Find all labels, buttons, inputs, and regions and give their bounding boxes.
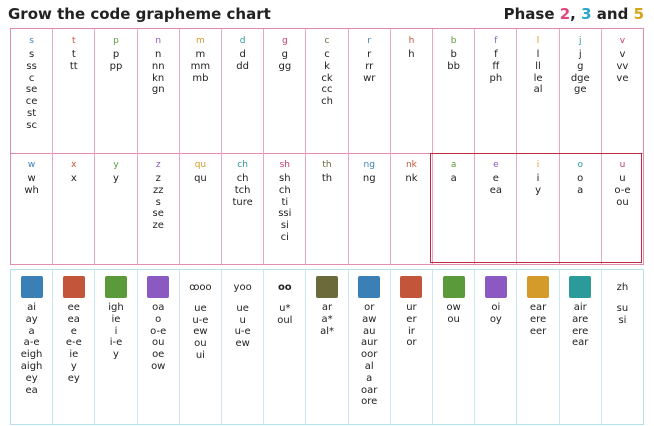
row3-column-4 [180, 270, 222, 424]
phase-2: 2 [559, 5, 571, 23]
row2-column-4 [180, 153, 222, 264]
grapheme: wh [24, 184, 39, 196]
grapheme: ie [69, 349, 79, 361]
grapheme: oe [152, 349, 165, 361]
row2-column-3 [138, 153, 180, 264]
grapheme: u* [279, 302, 291, 314]
grapheme: o-e [150, 325, 167, 337]
grapheme: ere [572, 325, 589, 337]
row1-column-7 [306, 29, 348, 153]
row2-column-1 [53, 153, 95, 264]
grapheme: a [28, 325, 35, 337]
grapheme: x [70, 173, 77, 184]
row1-column-6 [264, 29, 306, 153]
grapheme: dge [570, 72, 590, 84]
grapheme: aw [362, 313, 377, 325]
row3-column-13 [560, 270, 602, 424]
mnemonic-picture-icon [400, 276, 422, 298]
letter-picture-icon: n [155, 36, 162, 46]
grapheme: z [155, 173, 161, 184]
grapheme: v [619, 49, 626, 60]
grapheme: al [364, 360, 374, 372]
grapheme: bb [447, 60, 460, 72]
mnemonic-picture-icon [21, 276, 43, 298]
grapheme: ore [361, 396, 378, 408]
grapheme: ere [529, 313, 547, 325]
letter-picture-icon: l [536, 36, 540, 46]
grapheme: n [155, 49, 162, 60]
grapheme: ew [193, 326, 208, 338]
grapheme: ti [281, 196, 289, 208]
grapheme: ir [407, 325, 415, 337]
grapheme: th [321, 173, 333, 184]
mnemonic-picture-icon [358, 276, 380, 298]
row1-column-1 [53, 29, 95, 153]
grapheme: ui [195, 349, 205, 361]
grapheme: igh [108, 302, 124, 313]
letter-picture-icon: u [619, 160, 626, 170]
grapheme: ze [152, 220, 164, 232]
row3-column-5 [222, 270, 264, 424]
grapheme: ur [406, 302, 417, 313]
mnemonic-picture-icon [443, 276, 465, 298]
row3-column-9 [391, 270, 433, 424]
grapheme: ai [27, 302, 37, 313]
row3-column-12 [517, 270, 559, 424]
grapheme: gn [151, 84, 165, 96]
grapheme: y [70, 360, 77, 372]
letter-picture-icon: o [577, 160, 583, 170]
grapheme: ea [489, 184, 502, 196]
grapheme: a-e [23, 337, 40, 349]
grapheme: ch [278, 184, 291, 196]
grapheme: ch [236, 173, 249, 184]
grapheme: ea [67, 313, 80, 325]
grapheme: u [239, 314, 246, 326]
grapheme: si [618, 314, 627, 326]
letter-picture-icon: a [450, 160, 457, 170]
grapheme: ve [616, 72, 629, 84]
grapheme: i [536, 173, 540, 184]
grapheme-picture-label: zh [616, 282, 629, 293]
grapheme: e-e [65, 337, 82, 349]
grapheme: dd [236, 60, 249, 72]
grapheme: sc [26, 119, 37, 131]
grapheme: e [492, 173, 499, 184]
grapheme: au [362, 325, 376, 337]
grapheme: ci [280, 231, 289, 243]
grapheme: a [366, 372, 373, 384]
grapheme: r [367, 49, 372, 60]
grapheme: ck [321, 72, 333, 84]
grapheme: tch [234, 184, 251, 196]
grapheme: w [27, 173, 36, 184]
letter-picture-icon: p [113, 36, 119, 46]
phase-label [504, 5, 644, 23]
grapheme: ow [151, 360, 166, 372]
phase-prefix: Phase [503, 5, 555, 23]
row3-column-1 [53, 270, 95, 424]
letter-picture-icon: h [408, 36, 415, 46]
row3-column-6 [264, 270, 306, 424]
grapheme: ea [25, 384, 38, 396]
row3-column-3 [138, 270, 180, 424]
row1-column-14 [602, 29, 643, 153]
row3-column-10 [433, 270, 475, 424]
grapheme: h [408, 49, 415, 60]
letter-picture-icon: m [196, 36, 205, 46]
grapheme: al [533, 84, 543, 96]
phase-5: 5 [633, 5, 644, 23]
grapheme: ff [492, 60, 500, 72]
grapheme: zz [152, 184, 164, 196]
row3-column-2 [95, 270, 137, 424]
grapheme: pp [109, 60, 123, 72]
grapheme: aur [360, 337, 378, 349]
row1-column-0 [11, 29, 53, 153]
grapheme: qu [194, 173, 207, 184]
grapheme: a* [321, 313, 333, 325]
grapheme-picture-label: oo [277, 282, 292, 293]
grapheme: i [114, 325, 118, 337]
grapheme: nk [405, 173, 418, 184]
letter-picture-icon: th [322, 160, 332, 170]
row2-column-2 [95, 153, 137, 264]
mnemonic-picture-icon [527, 276, 549, 298]
grapheme: mm [190, 60, 211, 72]
grapheme: a [577, 184, 584, 196]
grapheme: c [28, 72, 35, 84]
grapheme: se [25, 84, 38, 96]
grapheme: ow [446, 302, 461, 313]
grapheme: ey [67, 372, 80, 384]
row2-column-5 [222, 153, 264, 264]
grapheme: y [535, 184, 541, 196]
grapheme: d [239, 49, 246, 60]
grapheme: ey [25, 372, 38, 384]
grapheme: u [619, 173, 626, 184]
grapheme: si [280, 220, 289, 232]
mnemonic-picture-icon [485, 276, 507, 298]
grapheme: eer [529, 325, 547, 337]
mnemonic-picture-icon [105, 276, 127, 298]
row2-column-8 [349, 153, 391, 264]
letter-picture-icon: w [27, 160, 36, 170]
grapheme: ar [321, 302, 333, 313]
row1-column-10 [433, 29, 475, 153]
grapheme: g [577, 60, 584, 72]
letter-picture-icon: f [494, 36, 498, 46]
grapheme: ou [447, 313, 460, 325]
grapheme: a [450, 173, 457, 184]
grapheme: ll [535, 60, 541, 72]
letter-picture-icon: z [155, 160, 161, 170]
grapheme: su [616, 302, 629, 314]
grapheme: ch [321, 96, 333, 108]
grapheme: kn [152, 72, 165, 84]
letter-picture-icon: c [324, 36, 330, 46]
row1-column-2 [95, 29, 137, 153]
grapheme: ear [529, 302, 547, 313]
row1-column-4 [180, 29, 222, 153]
row1-column-8 [349, 29, 391, 153]
grapheme: ge [573, 84, 587, 96]
mnemonic-picture-icon [147, 276, 169, 298]
grapheme: c [324, 49, 330, 60]
consonant-grid-row-1 [10, 28, 644, 154]
grapheme: i-e [109, 337, 123, 349]
grapheme: u-e [192, 314, 209, 326]
grapheme: oi [491, 302, 501, 313]
phase-sep: , [570, 5, 576, 23]
letter-picture-icon: nk [405, 160, 417, 170]
letter-picture-icon: g [281, 36, 288, 46]
grapheme: vv [616, 60, 629, 72]
grapheme: ou [151, 337, 165, 349]
row2-column-6 [264, 153, 306, 264]
grapheme: cc [321, 84, 333, 96]
grapheme: er [406, 313, 417, 325]
grapheme: ce [25, 96, 38, 108]
mnemonic-picture-icon [569, 276, 591, 298]
letter-picture-icon: ng [363, 160, 375, 170]
grapheme: st [27, 107, 37, 119]
grapheme: k [324, 60, 330, 72]
grapheme-picture-label: ꝏoo [189, 282, 212, 293]
letter-picture-icon: j [578, 36, 582, 46]
row2-column-0 [11, 153, 53, 264]
grapheme: oa [152, 302, 165, 313]
grapheme: air [573, 302, 587, 313]
letter-picture-icon: d [239, 36, 246, 46]
grapheme: oar [361, 384, 378, 396]
grapheme: y [113, 349, 119, 361]
grapheme: f [494, 49, 498, 60]
letter-picture-icon: v [619, 36, 626, 46]
grapheme: oy [489, 313, 502, 325]
grapheme: o [577, 173, 584, 184]
grapheme: oor [361, 349, 378, 361]
grapheme: s [155, 196, 161, 208]
grapheme: ph [489, 72, 503, 84]
grapheme: le [533, 72, 543, 84]
row3-column-11 [475, 270, 517, 424]
letter-picture-icon: r [367, 36, 372, 46]
letter-picture-icon: s [29, 36, 34, 46]
grapheme: ie [111, 313, 121, 325]
grapheme: ue [236, 302, 249, 314]
grapheme: ue [194, 302, 207, 314]
letter-picture-icon: y [113, 160, 119, 170]
letter-picture-icon: ch [237, 160, 248, 170]
row3-column-14 [602, 270, 643, 424]
grapheme: al* [320, 325, 334, 337]
grapheme: o [155, 313, 162, 325]
grapheme: g [281, 49, 288, 60]
mnemonic-picture-icon [63, 276, 85, 298]
grapheme: p [112, 49, 120, 60]
grapheme: y [113, 173, 119, 184]
grapheme-picture-label: yoo [233, 282, 252, 293]
row1-column-12 [517, 29, 559, 153]
grapheme: b [450, 49, 457, 60]
letter-picture-icon: sh [279, 160, 291, 170]
grapheme: aigh [20, 360, 43, 372]
row2-column-9 [391, 153, 433, 264]
grapheme: are [572, 313, 589, 325]
row3-column-8 [349, 270, 391, 424]
grapheme: j [578, 49, 582, 60]
grapheme: e [70, 325, 77, 337]
grapheme: or [406, 337, 417, 349]
grapheme: ew [235, 338, 250, 350]
letter-picture-icon: t [72, 36, 76, 46]
grapheme: ng [362, 173, 376, 184]
grapheme: mb [192, 72, 209, 84]
letter-picture-icon: x [71, 160, 77, 170]
row1-column-9 [391, 29, 433, 153]
grapheme: u-e [234, 326, 251, 338]
row3-column-7 [306, 270, 348, 424]
letter-picture-icon: i [536, 160, 540, 170]
grapheme: ssi [278, 208, 292, 220]
grapheme: ture [232, 196, 253, 208]
grapheme: gg [278, 60, 292, 72]
grapheme: ou [616, 196, 629, 208]
phase-3: 3 [581, 5, 592, 23]
row1-column-13 [560, 29, 602, 153]
grapheme: eigh [20, 349, 43, 361]
grapheme: or [364, 302, 375, 313]
grapheme: nn [151, 60, 165, 72]
long-vowel-grid-row-3 [10, 269, 644, 425]
grapheme: s [28, 49, 35, 60]
mnemonic-picture-icon [316, 276, 338, 298]
grapheme: ee [67, 302, 80, 313]
grapheme: l [536, 49, 540, 60]
short-vowel-box [430, 153, 642, 263]
grapheme: oul [277, 314, 293, 326]
grapheme: ss [26, 60, 37, 72]
letter-picture-icon: b [450, 36, 457, 46]
chart-title: Grow the code grapheme chart [8, 5, 271, 23]
grapheme: wr [363, 72, 376, 84]
grapheme: se [152, 208, 164, 220]
grapheme: sh [279, 173, 291, 184]
row2-column-7 [306, 153, 348, 264]
grapheme: o-e [614, 184, 631, 196]
letter-picture-icon: qu [194, 160, 207, 170]
row1-column-11 [475, 29, 517, 153]
row3-column-0 [11, 270, 53, 424]
grapheme: m [195, 49, 206, 60]
grapheme: rr [365, 60, 374, 72]
letter-picture-icon: e [493, 160, 499, 170]
grapheme: ay [25, 313, 38, 325]
grapheme: ear [572, 337, 589, 349]
grapheme: tt [69, 60, 78, 72]
grapheme: ou [194, 338, 207, 350]
grapheme: t [71, 49, 76, 60]
row1-column-5 [222, 29, 264, 153]
row1-column-3 [138, 29, 180, 153]
phase-and: and [596, 5, 629, 23]
